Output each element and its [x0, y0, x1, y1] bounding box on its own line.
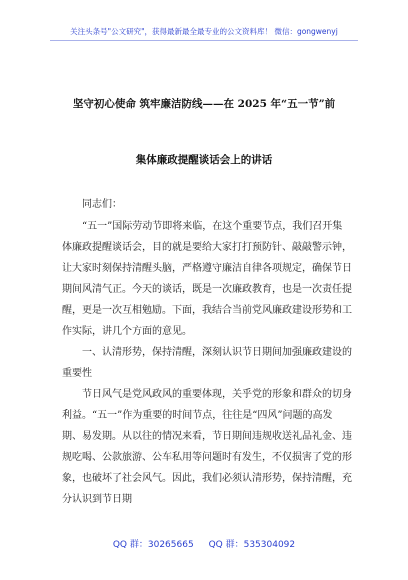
paragraph-intro: “五一”国际劳动节即将来临，在这个重要节点，我们召开集体廉政提醒谈话会，目的就是要给大家打打预防针、敲敲警示钟，让大家时刻保持清醒头脑，严格遵守廉洁自律各项规定，确保节日期间风清气正。今天的谈话，既是一次廉政教育，也是一次责任提醒，更是一次互相勉励。下面，我结合当前党风廉政建设形势和工作实际，讲几个方面的意见。 [62, 221, 352, 337]
document-title-line-1: 坚守初心使命 筑牢廉洁防线——在 2025 年“五一节”前 [72, 98, 336, 110]
paragraph-section-1: 节日风气是党风政风的重要体现，关乎党的形象和群众的切身利益。“五一”作为重要的时间节点，往往是“四风”问题的高发期、易发期。从以往的情况来看，节日期间违规收送礼品礼金、违规吃喝、公款旅游、公车私用等问题时有发生，不仅损害了党的形象，也破坏了社会风气。因此，我们必须认清形势，保持清醒，充分认识到节日期 [62, 389, 352, 505]
document-title-line-2: 集体廉政提醒谈话会上的讲话 [135, 154, 273, 166]
header-promo-text: 关注头条号"公文研究"，获得最新最全最专业的公文资料库！ 微信：gongwenyj [70, 27, 338, 36]
footer-qq-group-2: QQ 群：535304092 [208, 540, 296, 550]
salutation: 同志们： [82, 199, 122, 210]
page-footer [0, 537, 408, 550]
section-heading-1: 一、认清形势，保持清醒，深刻认识节日期间加强廉政建设的重要性 [62, 347, 352, 379]
page-header [0, 0, 408, 44]
footer-qq-group-1: QQ 群：30265665 [112, 540, 194, 550]
header-divider [50, 40, 358, 41]
